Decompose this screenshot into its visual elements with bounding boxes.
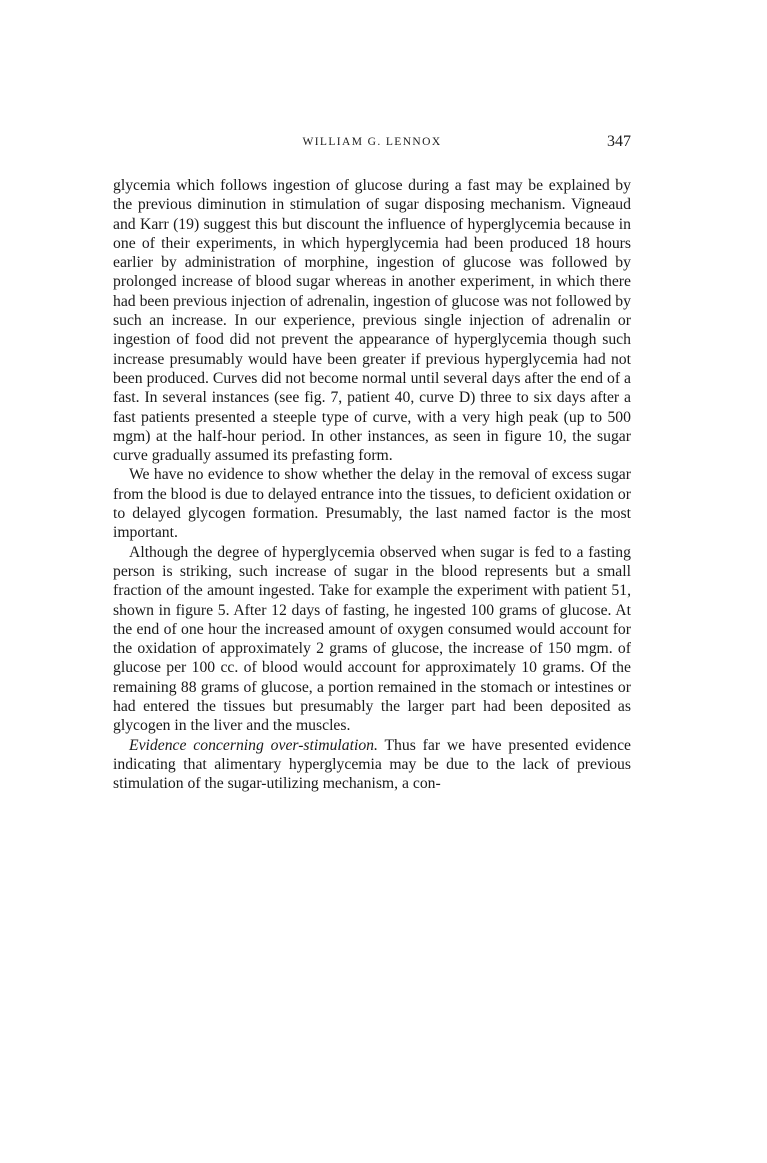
paragraph-text: Thus far we have presented evidence indicating that alimentary hyperglycemia may be due to the lack of previous stimulation of the sugar-utilizing mechanism, a con- [113,736,631,793]
section-heading: Evidence concerning over-stimulation. [129,736,378,754]
paragraph [113,736,631,794]
paragraph: Although the degree of hyperglycemia observed when sugar is fed to a fasting person is striking, such increase of sugar in the blood represents but a small fraction of the amount ingested. Take for example the experiment with patient 51, shown in figure 5. After 12 days of fasting, he ingested 100 grams of glucose. At the end of one hour the increased amount of oxygen consumed would account for the oxidation of approximately 2 grams of glucose, the increase of 150 mgm. of glucose per 100 cc. of blood would account for approximately 10 grams. Of the remaining 88 grams of glucose, a portion remained in the stomach or intestines or had entered the tissues but presumably the larger part had been deposited as glycogen in the liver and the muscles. [113,543,631,735]
body-text [113,176,631,794]
page-header [113,133,631,157]
paragraph: glycemia which follows ingestion of glucose during a fast may be explained by the previous diminution in stimulation of sugar disposing mechanism. Vigneaud and Karr (19) suggest this but discount the influence of hyperglycemia because in one of their experiments, in which hyperglycemia had been produced 18 hours earlier by administration of morphine, ingestion of glucose was followed by prolonged increase of blood sugar whereas in another experiment, in which there had been previous injection of adrenalin, ingestion of glucose was not followed by such an increase. In our experience, previous single injection of adrenalin or ingestion of food did not prevent the appearance of hyperglycemia though such increase presumably would have been greater if previous hyperglycemia had not been produced. Curves did not become normal until several days after the end of a fast. In several instances (see fig. 7, patient 40, curve D) three to six days after a fast patients presented a steeple type of curve, with a very high peak (up to 500 mgm) at the half-hour period. In other instances, as seen in figure 10, the sugar curve gradually assumed its prefasting form. [113,177,631,465]
paragraph: We have no evidence to show whether the delay in the removal of excess sugar from the blood is due to delayed entrance into the tissues, to deficient oxidation or to delayed glycogen formation. Presumably, the last named factor is the most important. [113,466,631,542]
page-number: 347 [607,133,631,150]
running-head: WILLIAM G. LENNOX [302,136,442,148]
